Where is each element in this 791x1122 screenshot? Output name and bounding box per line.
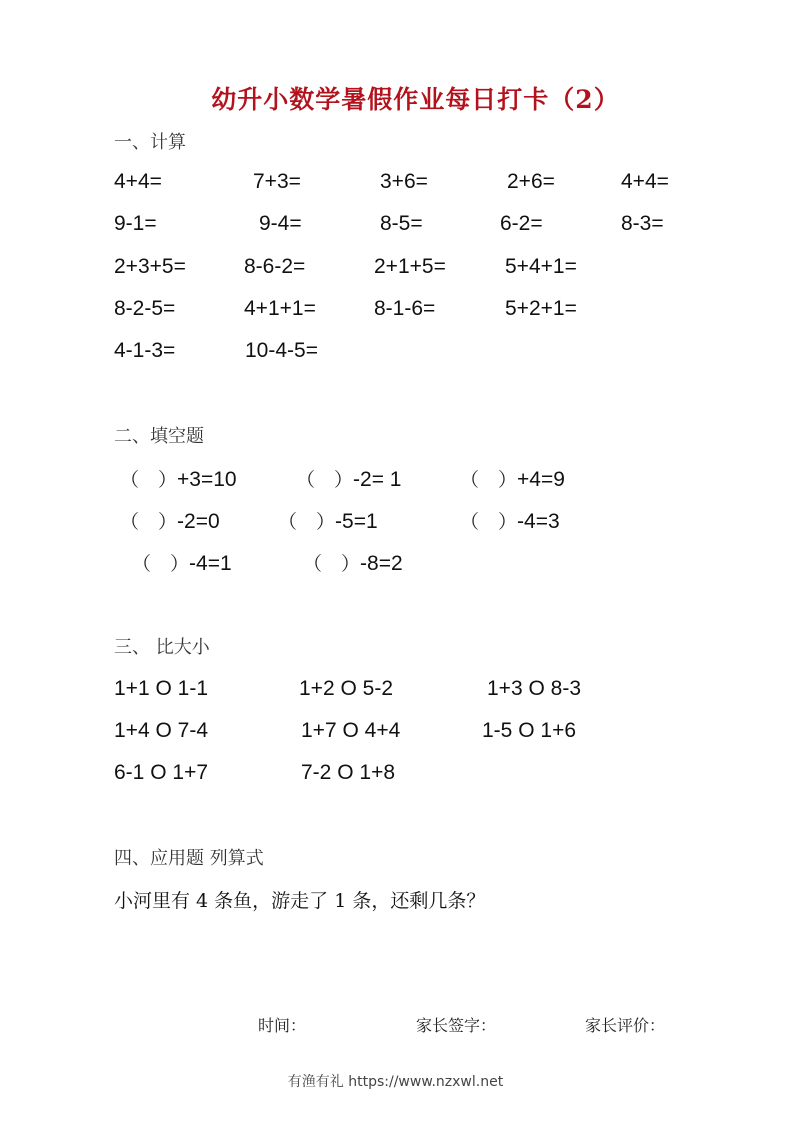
calc-item: 3+6= xyxy=(380,170,428,193)
answer-blank[interactable]: （ ） xyxy=(296,469,354,491)
fill-item: （ ）-2= 1 xyxy=(296,468,402,491)
compare-item: 6-1 O 1+7 xyxy=(114,761,209,784)
fill-item: （ ）-4=3 xyxy=(460,510,560,533)
compare-circle[interactable]: O xyxy=(150,761,167,784)
calc-item: 4-1-3= xyxy=(114,339,176,362)
page-title: 幼升小数学暑假作业每日打卡（2） xyxy=(211,85,620,114)
compare-item: 1+2 O 5-2 xyxy=(299,677,394,700)
fill-item: （ ）-8=2 xyxy=(303,552,403,575)
fill-item: （ ）-5=1 xyxy=(278,510,378,533)
watermark: 有渔有礼 https://www.nzxwl.net xyxy=(287,1074,504,1090)
fill-item: （ ）+3=10 xyxy=(120,468,237,491)
compare-circle[interactable]: O xyxy=(337,761,354,784)
compare-circle[interactable]: O xyxy=(528,677,545,700)
answer-blank[interactable]: （ ） xyxy=(278,511,336,533)
compare-item: 7-2 O 1+8 xyxy=(301,761,396,784)
calc-item: 9-4= xyxy=(259,212,302,235)
section-heading-compare: 三、 比大小 xyxy=(114,637,210,658)
compare-item: 1+3 O 8-3 xyxy=(487,677,582,700)
calc-item: 2+6= xyxy=(507,170,555,193)
compare-circle[interactable]: O xyxy=(340,677,357,700)
fill-item: （ ）-4=1 xyxy=(132,552,232,575)
compare-item: 1-5 O 1+6 xyxy=(482,719,577,742)
calc-item: 5+4+1= xyxy=(505,255,577,278)
compare-circle[interactable]: O xyxy=(342,719,359,742)
fill-item: （ ）+4=9 xyxy=(460,468,565,491)
calc-item: 9-1= xyxy=(114,212,157,235)
calc-item: 4+1+1= xyxy=(244,297,316,320)
section-heading-fill-in: 二、填空题 xyxy=(114,426,204,447)
answer-blank[interactable]: （ ） xyxy=(460,469,518,491)
calc-item: 6-2= xyxy=(500,212,543,235)
compare-item: 1+4 O 7-4 xyxy=(114,719,209,742)
compare-circle[interactable]: O xyxy=(155,719,172,742)
parent-signature-label: 家长签字： xyxy=(416,1016,497,1035)
section-heading-calculation: 一、计算 xyxy=(114,132,186,153)
calc-item: 5+2+1= xyxy=(505,297,577,320)
section-heading-word-problem: 四、应用题 列算式 xyxy=(114,848,264,869)
calc-item: 2+1+5= xyxy=(374,255,446,278)
calc-item: 8-6-2= xyxy=(244,255,306,278)
answer-blank[interactable]: （ ） xyxy=(132,553,190,575)
calc-item: 8-1-6= xyxy=(374,297,436,320)
word-problem-text: 小河里有 4 条鱼，游走了 1 条，还剩几条？ xyxy=(114,890,486,912)
compare-item: 1+7 O 4+4 xyxy=(301,719,401,742)
calc-item: 2+3+5= xyxy=(114,255,186,278)
answer-blank[interactable]: （ ） xyxy=(303,553,361,575)
calc-item: 8-3= xyxy=(621,212,664,235)
answer-blank[interactable]: （ ） xyxy=(120,511,178,533)
answer-blank[interactable]: （ ） xyxy=(460,511,518,533)
answer-blank[interactable]: （ ） xyxy=(120,469,178,491)
calc-item: 8-2-5= xyxy=(114,297,176,320)
calc-item: 8-5= xyxy=(380,212,423,235)
calc-item: 10-4-5= xyxy=(245,339,318,362)
time-label: 时间： xyxy=(258,1016,307,1035)
calc-item: 4+4= xyxy=(621,170,669,193)
compare-circle[interactable]: O xyxy=(518,719,535,742)
parent-evaluation-label: 家长评价： xyxy=(585,1016,666,1035)
compare-item: 1+1 O 1-1 xyxy=(114,677,209,700)
calc-item: 7+3= xyxy=(253,170,301,193)
compare-circle[interactable]: O xyxy=(155,677,172,700)
calc-item: 4+4= xyxy=(114,170,162,193)
fill-item: （ ）-2=0 xyxy=(120,510,220,533)
